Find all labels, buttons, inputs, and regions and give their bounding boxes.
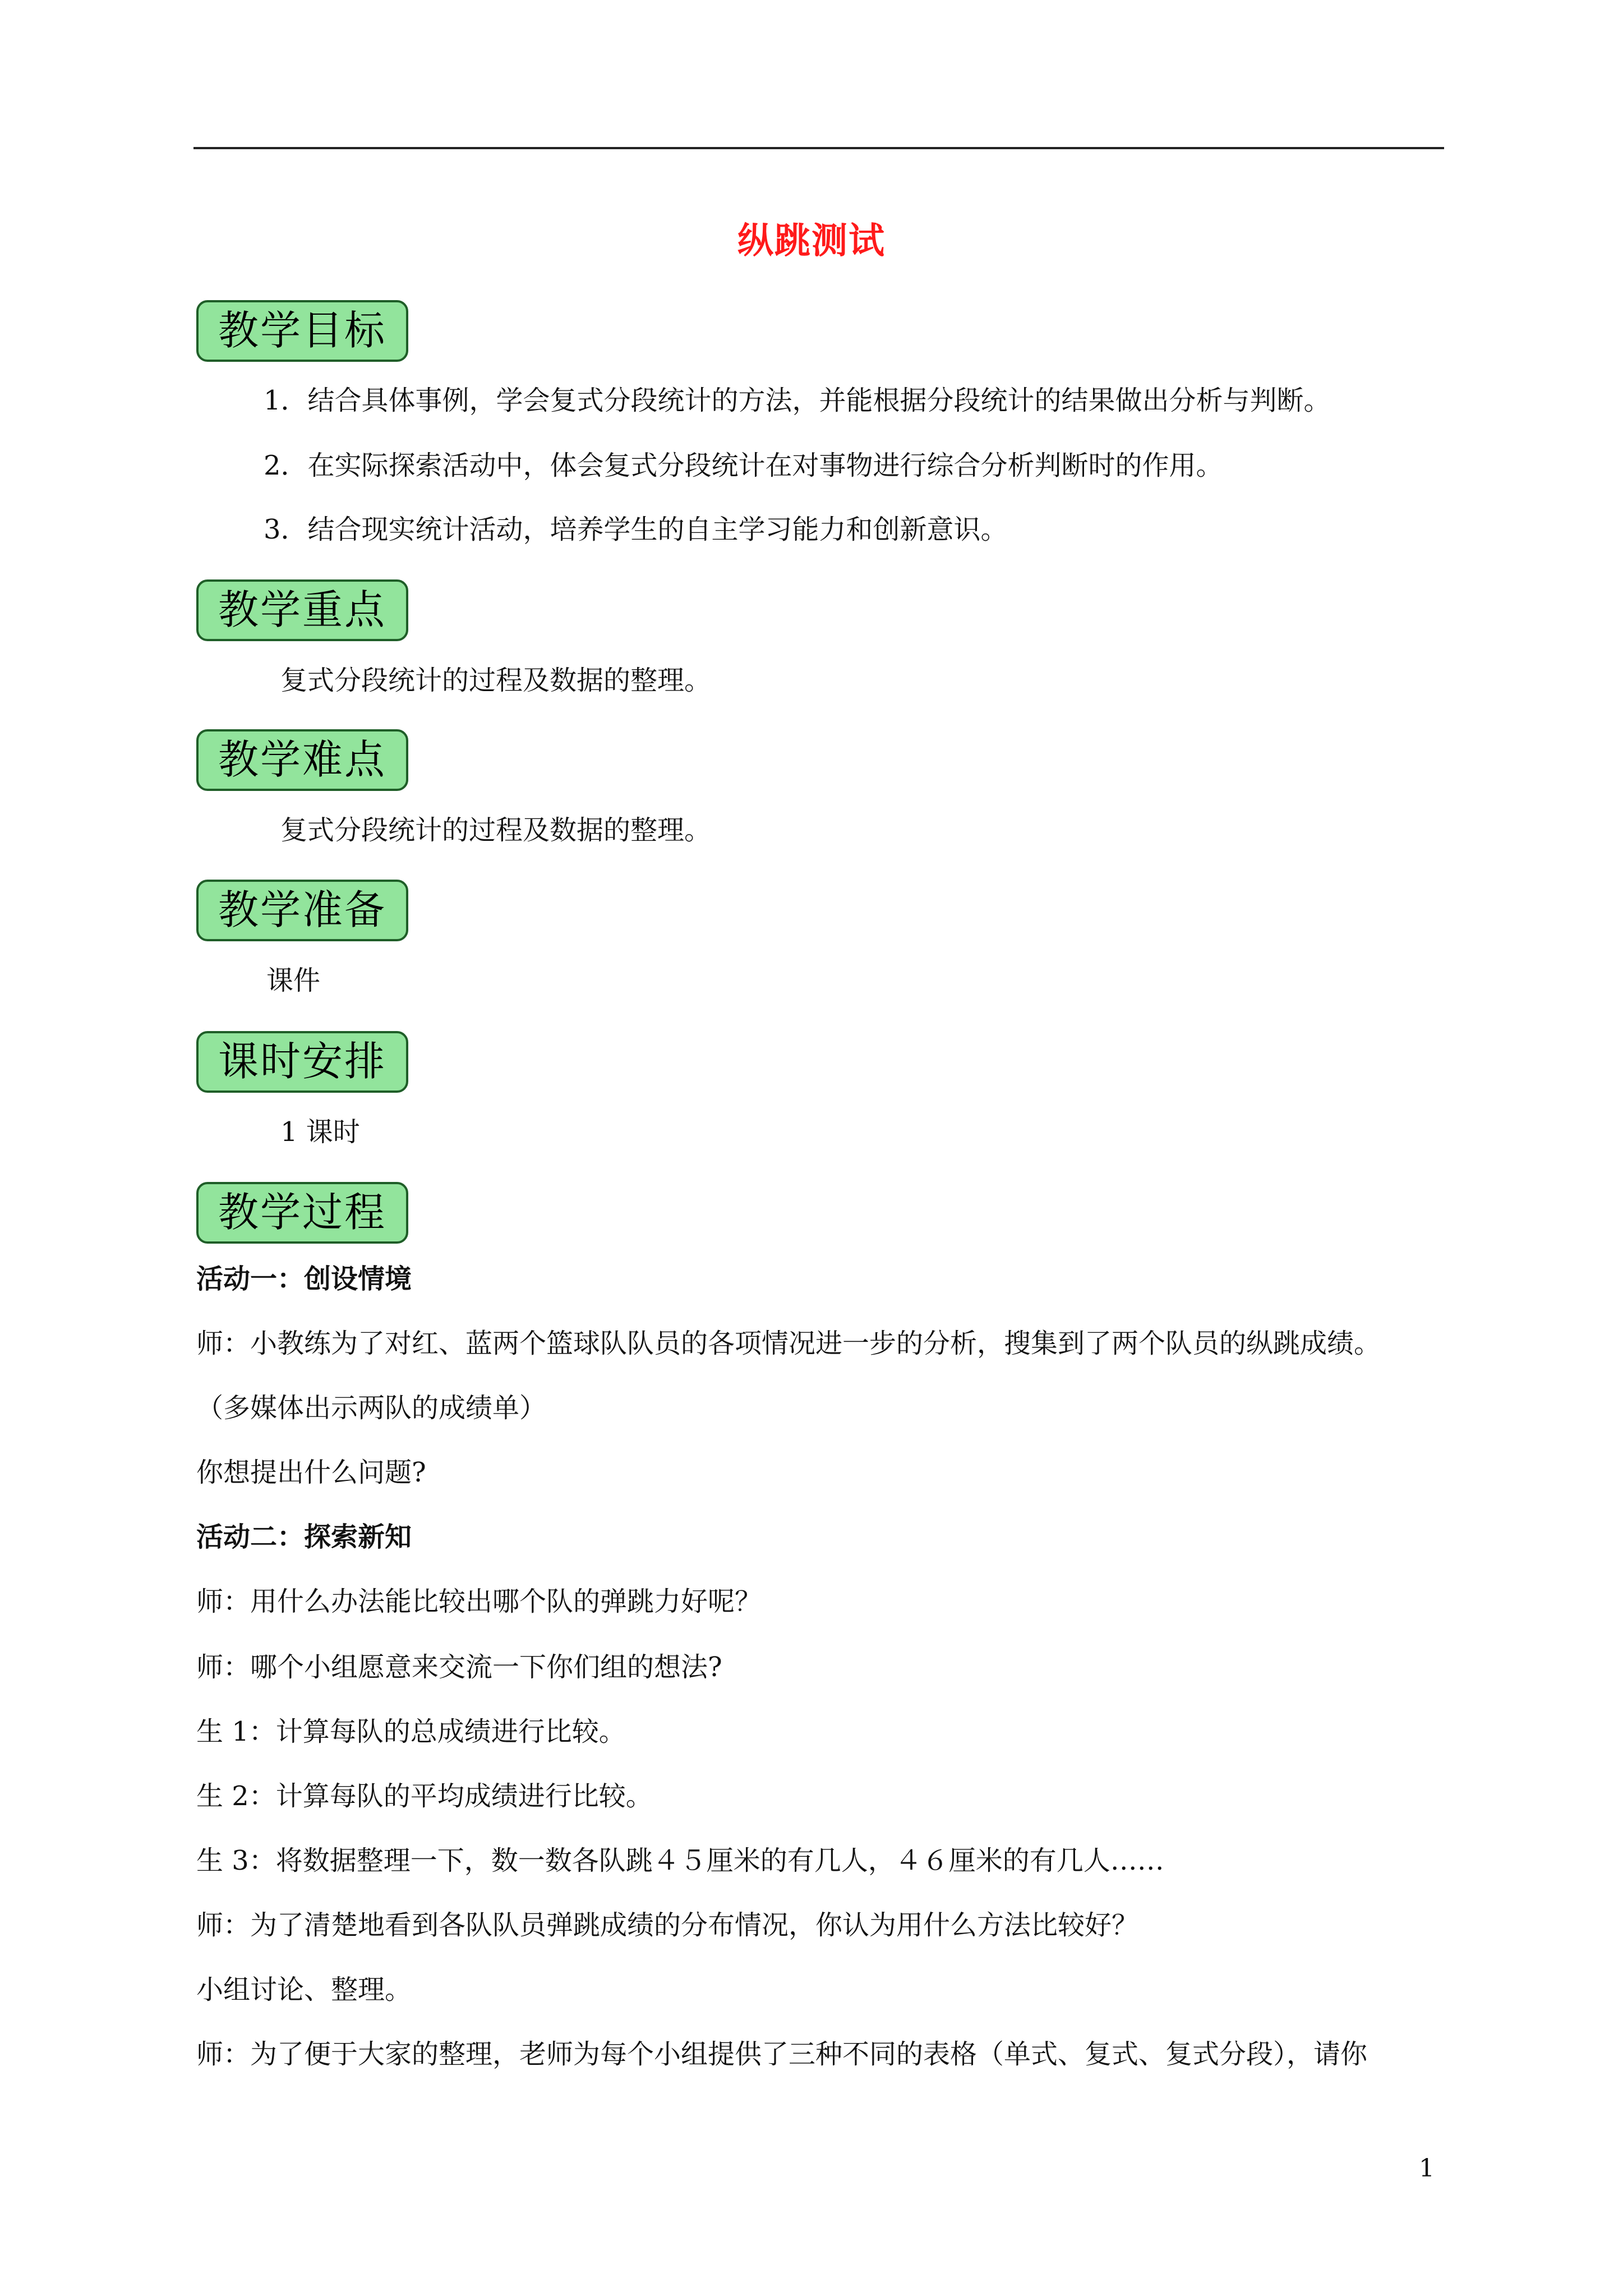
process-line: 师：用什么办法能比较出哪个队的弹跳力好呢？ xyxy=(196,1586,762,1617)
process-line: 师：为了便于大家的整理，老师为每个小组提供了三种不同的表格（单式、复式、复式分段），请你 xyxy=(196,2039,1368,2070)
heading-preparation: 教学准备 xyxy=(196,880,408,941)
activity-one-heading: 活动一：创设情境 xyxy=(196,1263,412,1295)
header-rule xyxy=(193,147,1444,149)
preparation-text: 课件 xyxy=(266,965,321,996)
goal-item-3: 3．结合现实统计活动，培养学生的自主学习能力和创新意识。 xyxy=(264,514,1008,545)
process-line: 生 3：将数据整理一下，数一数各队跳４５厘米的有几人，４６厘米的有几人…… xyxy=(196,1845,1164,1876)
heading-key-points: 教学重点 xyxy=(196,579,408,641)
heading-process: 教学过程 xyxy=(196,1182,408,1244)
heading-difficulties: 教学难点 xyxy=(196,729,408,791)
goal-item-1: 1．结合具体事例，学会复式分段统计的方法，并能根据分段统计的结果做出分析与判断。 xyxy=(264,385,1331,416)
process-line: 小组讨论、整理。 xyxy=(196,1974,412,2005)
goal-item-2: 2．在实际探索活动中，体会复式分段统计在对事物进行综合分析判断时的作用。 xyxy=(264,450,1223,481)
page-number: 1 xyxy=(1419,2154,1435,2183)
difficulties-text: 复式分段统计的过程及数据的整理。 xyxy=(280,815,712,846)
heading-teaching-goals: 教学目标 xyxy=(196,300,408,362)
process-line: 师：哪个小组愿意来交流一下你们组的想法? xyxy=(196,1651,722,1683)
schedule-text: 1 课时 xyxy=(280,1116,360,1148)
activity-two-heading: 活动二：探索新知 xyxy=(196,1521,412,1553)
page-title: 纵跳测试 xyxy=(737,220,886,262)
process-line: 师：为了清楚地看到各队队员弹跳成绩的分布情况，你认为用什么方法比较好？ xyxy=(196,1910,1139,1941)
process-line: 你想提出什么问题? xyxy=(196,1457,426,1488)
process-line: 生 2：计算每队的平均成绩进行比较。 xyxy=(196,1780,653,1812)
process-line: （多媒体出示两队的成绩单） xyxy=(196,1392,547,1424)
process-line: 师：小教练为了对红、蓝两个篮球队队员的各项情况进一步的分析，搜集到了两个队员的纵跳成绩。 xyxy=(196,1328,1381,1359)
key-points-text: 复式分段统计的过程及数据的整理。 xyxy=(280,665,712,696)
heading-schedule: 课时安排 xyxy=(196,1031,408,1093)
process-line: 生 1：计算每队的总成绩进行比较。 xyxy=(196,1716,626,1747)
